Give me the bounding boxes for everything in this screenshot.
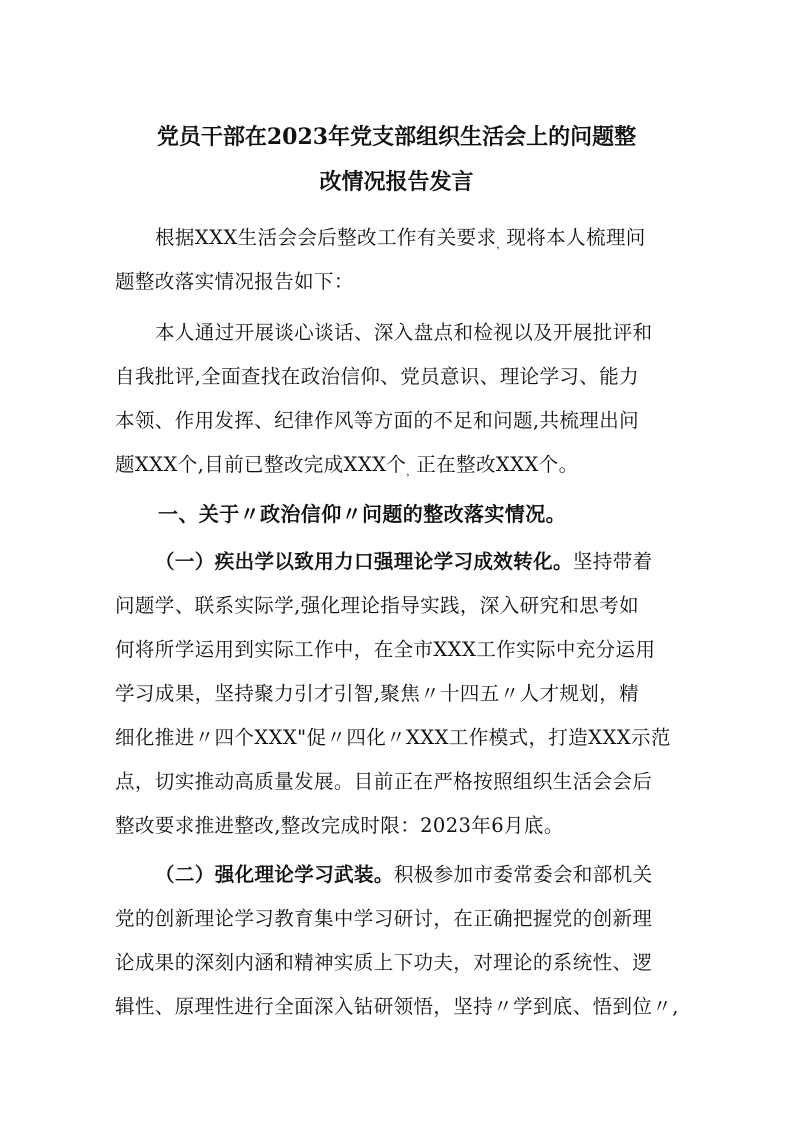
item-1-line-2: 问题学、联系实际学,强化理论指导实践，深入研究和思考如	[115, 594, 639, 617]
item-2-text: 积极参加市委常委会和部机关	[393, 863, 653, 886]
item-2-line-4: 辑性、原理性进行全面深入钻研领悟，坚持〃学到底、悟到位〃,	[115, 995, 679, 1018]
summary-paragraph-line-2: 自我批评,全面查找在政治信仰、党员意识、理论学习、能力	[115, 365, 639, 388]
item-1-line-4: 学习成果，坚持聚力引才引智,聚焦〃十四五〃人才规划，精	[115, 682, 639, 705]
document-title-line-1: 党员干部在2023年党支部组织生活会上的问题整	[156, 124, 637, 150]
item-1-line-6: 点，切实推动高质量发展。目前正在严格按照组织生活会会后	[115, 770, 653, 793]
item-2-line-1	[155, 864, 715, 886]
section-1-heading: 一、关于〃政治信仰〃问题的整改落实情况。	[158, 502, 566, 526]
intro-comma: ，	[496, 240, 507, 251]
summary-paragraph-line-4	[115, 454, 715, 484]
summary-paragraph-line-1: 本人通过开展谈心谈话、深入盘点和检视以及开展批评和	[155, 321, 653, 344]
intro-text: 根据XXX生活会会后整改工作有关要求	[155, 226, 497, 249]
item-2-line-3: 论成果的深刻内涵和精神实质上下功夫，对理论的系统性、逻	[115, 951, 653, 974]
item-2-heading: （二）强化理论学习武装。	[155, 863, 394, 886]
summary-paragraph-line-3: 本领、作用发挥、纪律作风等方面的不足和问题,共梳理出问	[115, 409, 639, 432]
item-2-line-2: 党的创新理论学习教育集中学习研讨，在正确把握党的创新理	[115, 907, 653, 930]
item-1-line-3: 何将所学运用到实际工作中，在全市XXX工作实际中充分运用	[115, 638, 656, 661]
intro-text: 现将本人梳理问	[506, 226, 646, 249]
item-1-heading: （一）疾出学以致用力口强理论学习成效转化。	[155, 550, 573, 573]
intro-paragraph-line-2: 题整改落实情况报告如下：	[115, 270, 354, 293]
item-1-line-1	[155, 551, 715, 573]
item-1-line-5: 细化推进〃四个XXX"促〃四化〃XXX工作模式，打造XXX示范	[115, 726, 671, 749]
summary-text: 题XXX个,目前已整改完成XXX个	[115, 453, 407, 476]
summary-text: 正在整改XXX个。	[416, 453, 579, 476]
intro-paragraph-line-1	[155, 227, 715, 257]
item-1-line-7: 整改要求推进整改,整改完成时限：2023年6月底。	[115, 814, 564, 837]
item-1-text: 坚持带着	[572, 550, 653, 573]
summary-comma: ，	[406, 467, 417, 478]
document-title-line-2: 改情况报告发言	[319, 169, 474, 195]
